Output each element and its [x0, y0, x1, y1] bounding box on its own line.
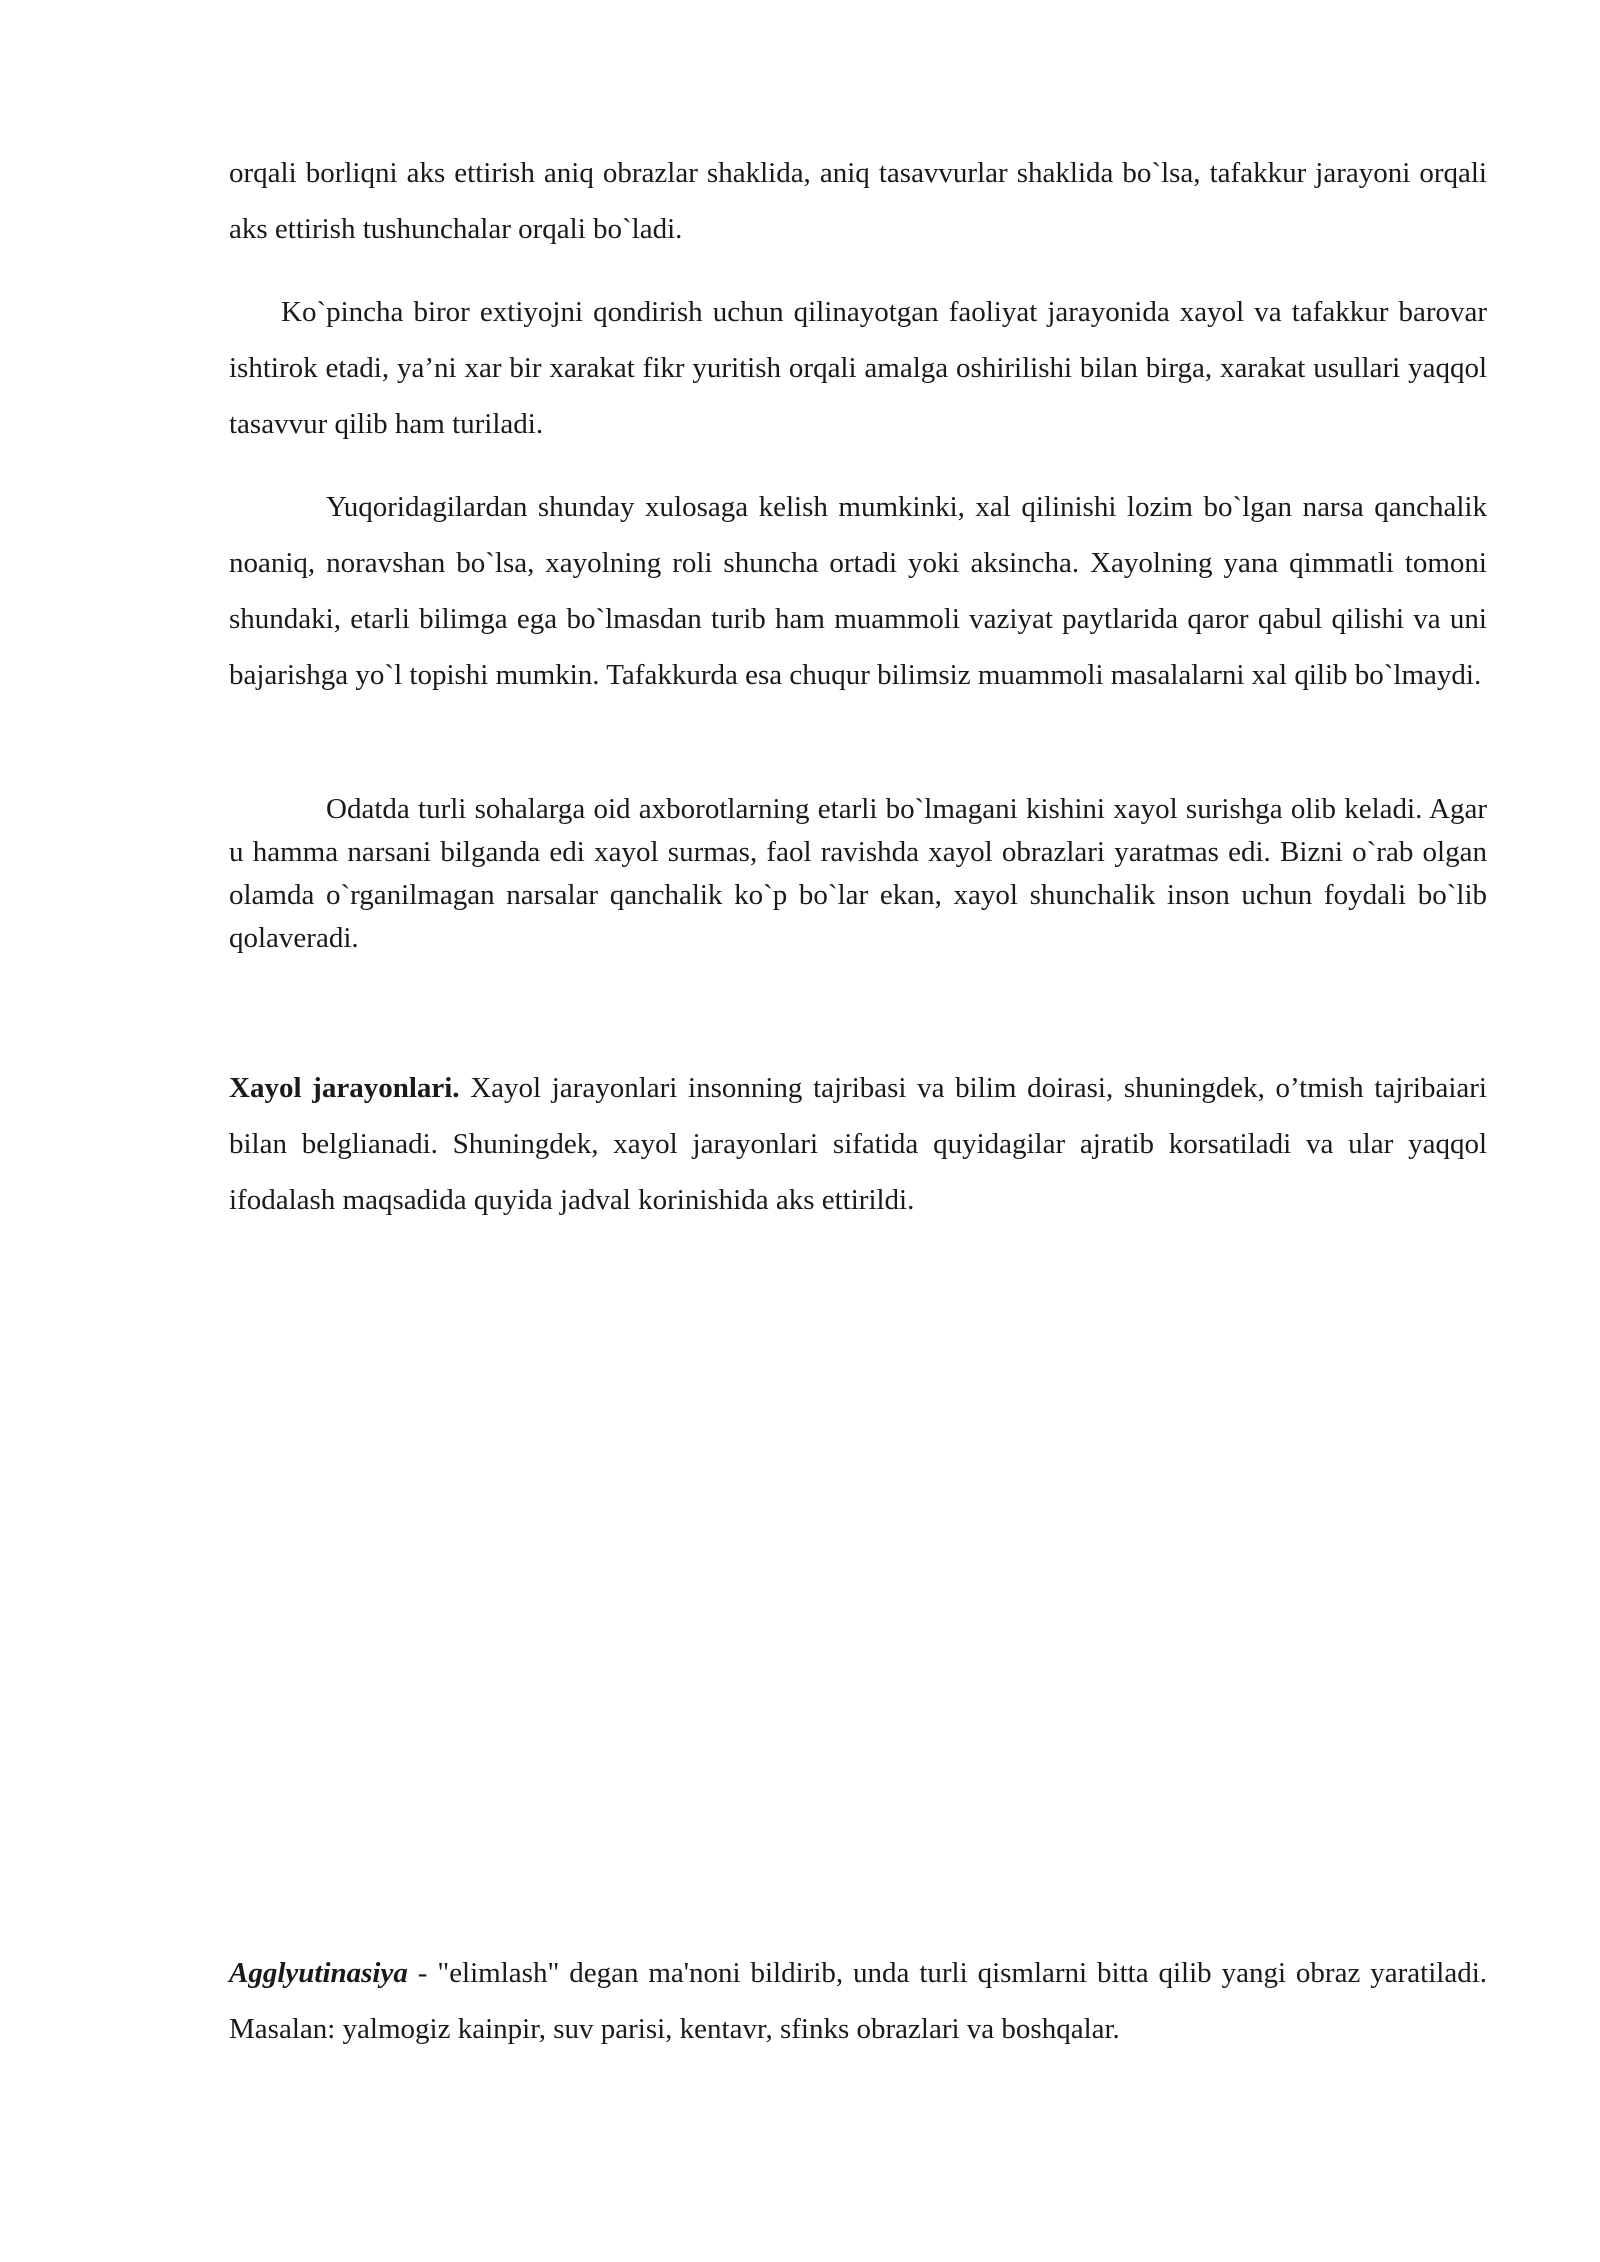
paragraph-text: orqali borliqni aks ettirish aniq obrazlar shaklida, aniq tasavvurlar shaklida bo`lsa, tafakkur jarayoni orqali aks ettirish tushunchalar orqali bo`ladi.: [229, 157, 1487, 245]
term-heading: Agglyutinasiya: [229, 1957, 408, 1989]
paragraph-text: - "elimlash" degan ma'noni bildirib, unda turli qismlarni bitta qilib yangi obraz yaratiladi. Masalan: yalmogiz kainpir, suv parisi, kentavr, sfinks obrazlari va boshqalar.: [229, 1957, 1487, 2045]
paragraph-continuation: [229, 145, 1487, 257]
paragraph-text: Ko`pincha biror extiyojni qondirish uchun qilinayotgan faoliyat jarayonida xayol va tafakkur barovar ishtirok etadi, ya’ni xar bir xarakat fikr yuritish orqali amalga oshirilishi bilan birga, xarakat usullari yaqqol tasavvur qilib ham turiladi.: [229, 296, 1487, 440]
section-heading: Xayol jarayonlari.: [229, 1072, 460, 1104]
paragraph-text: Yuqoridagilardan shunday xulosaga kelish mumkinki, xal qilinishi lozim bo`lgan narsa qanchalik noaniq, noravshan bo`lsa, xayolning roli shuncha ortadi yoki aksincha. Xayolning yana qimmatli tomoni shundaki, etarli bilimga ega bo`lmasdan turib ham muammoli vaziyat paytlarida qaror qabul qilishi va uni bajarishga yo`l topishi mumkin. Tafakkurda esa chuqur bilimsiz muammoli masalalarni xal qilib bo`lmaydi.: [229, 491, 1487, 691]
paragraph-conclusion: [229, 479, 1487, 703]
paragraph-agglutination: [229, 1945, 1487, 2057]
paragraph-text: Xayol jarayonlari insonning tajribasi va bilim doirasi, shuningdek, o’tmish tajribaiari bilan belglianadi. Shuningdek, xayol jarayonlari sifatida quyidagilar ajratib korsatiladi va ular yaqqol ifodalash maqsadida quyida jadval korinishida aks ettirildi.: [229, 1072, 1487, 1216]
paragraph-text: Odatda turli sohalarga oid axborotlarning etarli bo`lmagani kishini xayol surishga olib keladi. Agar u hamma narsani bilganda edi xayol surmas, faol ravishda xayol obrazlari yaratmas edi. Bizni o`rab olgan olamda o`rganilmagan narsalar qanchalik ko`p bo`lar ekan, xayol shunchalik inson uchun foydali bo`lib qolaveradi.: [229, 793, 1487, 954]
paragraph-imagination-processes: [229, 1060, 1487, 1228]
paragraph-information: [229, 788, 1487, 960]
paragraph-imagination-thinking: [229, 284, 1487, 452]
